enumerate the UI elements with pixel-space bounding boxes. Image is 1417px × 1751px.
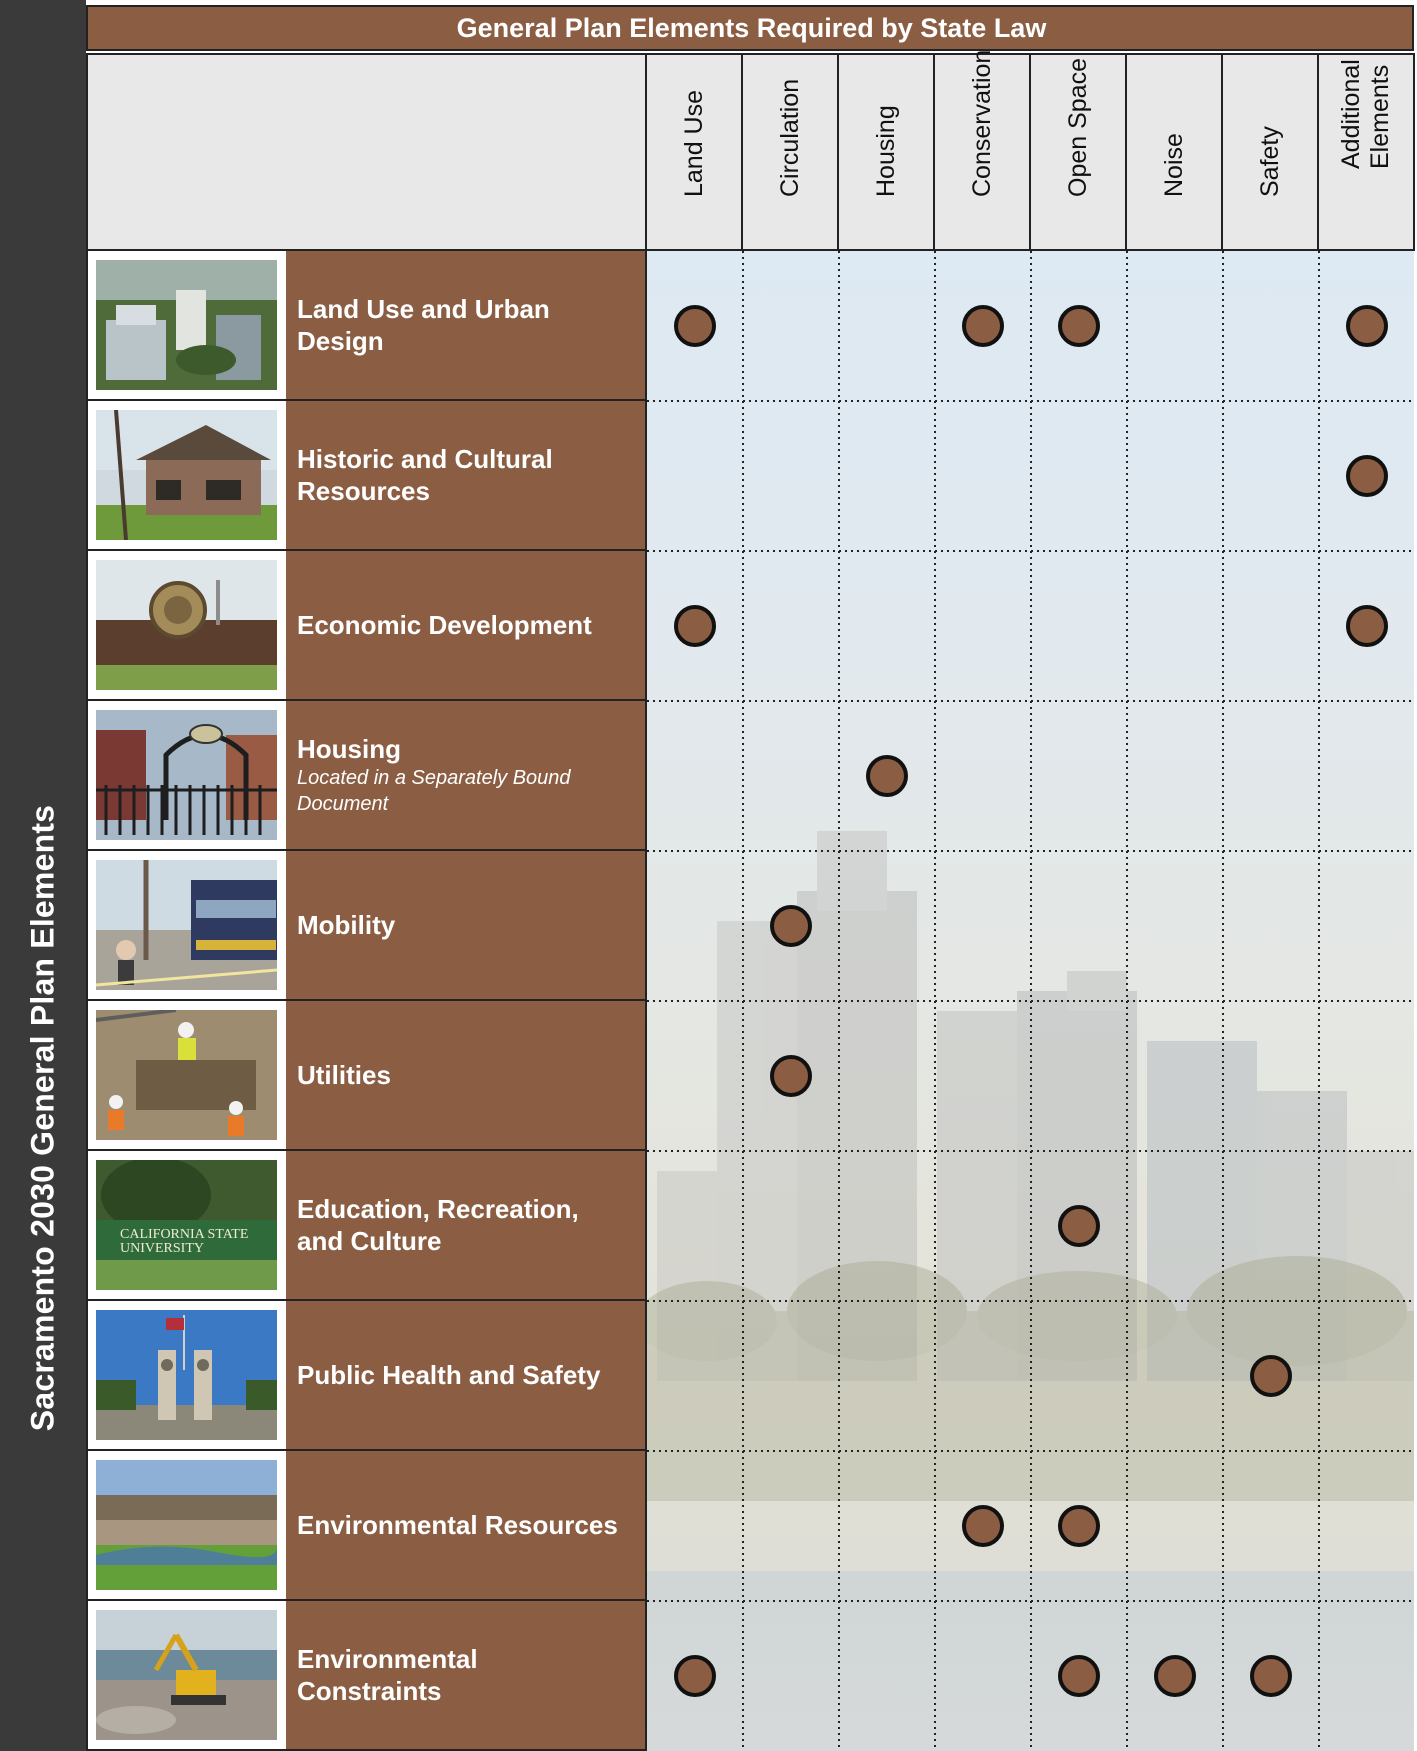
row-label: Land Use and Urban: [297, 294, 550, 324]
column-header-safety: [1223, 53, 1319, 251]
column-label: [1255, 126, 1285, 197]
column-label-line: Land Use: [680, 89, 708, 197]
column-header-housing: [839, 53, 935, 251]
column-label: [1159, 133, 1189, 197]
mark-dot: [866, 755, 908, 797]
mark-dot: [674, 605, 716, 647]
row-label-cell: [286, 851, 647, 1001]
element-row: [86, 1301, 647, 1451]
mark-dot: [674, 305, 716, 347]
row-label: Public Health and Safety: [297, 1360, 601, 1390]
city-seal-sign-photo: [96, 560, 277, 690]
column-label-line: Conservation: [968, 49, 996, 197]
column-label-line: Safety: [1256, 126, 1284, 197]
column-header-open-space: [1031, 53, 1127, 251]
row-label-cell: [286, 1301, 647, 1451]
aerial-downtown-photo: [96, 260, 277, 390]
row-label-cell: [286, 1601, 647, 1751]
matrix-grid: [647, 251, 1414, 1751]
mark-dot: [1346, 305, 1388, 347]
element-row: [86, 701, 647, 851]
thumbnail-cell: [86, 1301, 286, 1451]
mark-layer: [647, 251, 1414, 1751]
element-row: [86, 551, 647, 701]
svg-text:CALIFORNIA STATE: CALIFORNIA STATE: [120, 1227, 249, 1242]
column-header-additional-elements: [1319, 53, 1415, 251]
column-label-line: Housing: [872, 105, 900, 197]
mark-dot: [962, 305, 1004, 347]
element-row: [86, 1001, 647, 1151]
mark-dot: [674, 1655, 716, 1697]
row-label: Housing: [297, 734, 401, 764]
sidebar: [0, 0, 86, 1751]
row-label-cell: [286, 551, 647, 701]
row-label-cell: [286, 251, 647, 401]
memorial-flag-photo: [96, 1310, 277, 1440]
row-label: Constraints: [297, 1676, 442, 1706]
row-label: Historic and Cultural: [297, 444, 553, 474]
column-label-line: Circulation: [776, 78, 804, 197]
row-label: Education, Recreation,: [297, 1194, 579, 1224]
utility-workers-photo: [96, 1010, 277, 1140]
mark-dot: [962, 1505, 1004, 1547]
row-label: Utilities: [297, 1060, 391, 1090]
thumbnail-cell: [86, 251, 286, 401]
mark-dot: [770, 905, 812, 947]
column-header-noise: [1127, 53, 1223, 251]
row-label: and Culture: [297, 1226, 442, 1256]
header-title: General Plan Elements Required by State Law: [456, 12, 1047, 43]
sidebar-title: Sacramento 2030 General Plan Elements: [24, 804, 61, 1432]
river-bank-photo: [96, 1460, 277, 1590]
column-label-line: Additional: [1337, 59, 1365, 169]
mark-dot: [1058, 1655, 1100, 1697]
mark-dot: [1346, 605, 1388, 647]
row-label: Economic Development: [297, 610, 592, 640]
row-label-cell: [286, 401, 647, 551]
historic-house-photo: [96, 410, 277, 540]
thumbnail-cell: [86, 851, 286, 1001]
column-header-conservation: [935, 49, 1031, 251]
element-row: [86, 1151, 647, 1301]
svg-text:UNIVERSITY: UNIVERSITY: [120, 1241, 204, 1256]
thumbnail-cell: [86, 1151, 286, 1301]
element-row: [86, 1451, 647, 1601]
column-label: [679, 90, 709, 197]
column-label: [1063, 58, 1093, 197]
row-label: Resources: [297, 476, 430, 506]
row-label-cell: [286, 1001, 647, 1151]
thumbnail-cell: [86, 551, 286, 701]
mark-dot: [1250, 1355, 1292, 1397]
thumbnail-cell: [86, 401, 286, 551]
row-label: Environmental: [297, 1644, 478, 1674]
light-rail-photo: [96, 860, 277, 990]
row-label-cell: [286, 1451, 647, 1601]
row-sublabel: Document: [297, 793, 389, 815]
element-row: [86, 1601, 647, 1751]
mark-dot: [1058, 1505, 1100, 1547]
thumbnail-cell: [86, 1001, 286, 1151]
thumbnail-cell: [86, 701, 286, 851]
column-label-line: Open Space: [1064, 58, 1092, 197]
element-row: [86, 851, 647, 1001]
column-label: [871, 105, 901, 197]
mark-dot: [1058, 305, 1100, 347]
mark-dot: [1058, 1205, 1100, 1247]
element-row: [86, 251, 647, 401]
thumbnail-cell: [86, 1451, 286, 1601]
column-label: [775, 79, 805, 197]
row-sublabel: Located in a Separately Bound: [297, 767, 571, 789]
mark-dot: [770, 1055, 812, 1097]
row-label-cell: [286, 1151, 647, 1301]
mark-dot: [1154, 1655, 1196, 1697]
mark-dot: [1346, 455, 1388, 497]
column-header-land-use: [647, 53, 743, 251]
column-label: [967, 50, 997, 197]
row-label: Mobility: [297, 910, 396, 940]
column-label-line: Elements: [1366, 64, 1394, 169]
column-header-circulation: [743, 53, 839, 251]
university-sign-photo: [96, 1160, 277, 1290]
row-label: Design: [297, 326, 384, 356]
excavator-photo: [96, 1610, 277, 1740]
row-label: Environmental Resources: [297, 1510, 618, 1540]
housing-gate-photo: [96, 710, 277, 840]
mark-dot: [1250, 1655, 1292, 1697]
thumbnail-cell: [86, 1601, 286, 1751]
column-label: [1337, 59, 1395, 169]
column-label-line: Noise: [1160, 133, 1188, 197]
element-row: [86, 401, 647, 551]
header-blank-cell: [86, 53, 647, 251]
row-label-cell: [286, 701, 647, 851]
